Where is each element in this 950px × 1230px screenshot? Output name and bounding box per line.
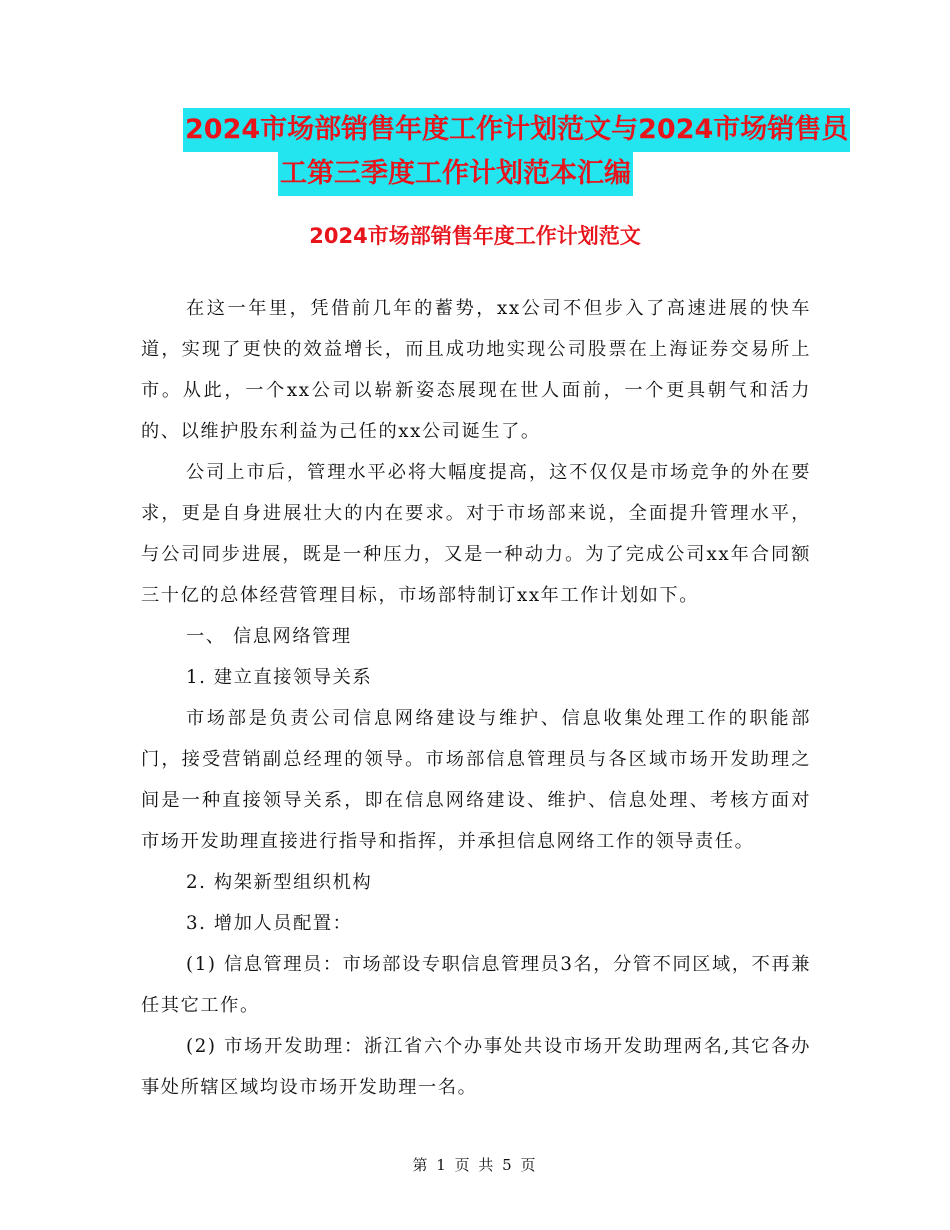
- paragraph: 市场部是负责公司信息网络建设与维护、信息收集处理工作的职能部门，接受营销副总经理的领导。市场部信息管理员与各区域市场开发助理之间是一种直接领导关系，即在信息网络建设、维护、信息处理、考核方面对市场开发助理直接进行指导和指挥，并承担信息网络工作的领导责任。: [141, 708, 811, 852]
- section-heading: 2024市场部销售年度工作计划范文: [309, 224, 641, 248]
- document-body: [141, 288, 811, 1108]
- document-title-line-1: 2024市场部销售年度工作计划范文与2024市场销售员: [183, 108, 850, 152]
- list-item: (1) 信息管理员：市场部设专职信息管理员3名，分管不同区域，不再兼任其它工作。: [141, 954, 811, 1016]
- page-footer: 第 1 页 共 5 页: [412, 1156, 538, 1174]
- section-heading-item: 一、 信息网络管理: [186, 626, 352, 647]
- document-title-line-2: 工第三季度工作计划范本汇编: [278, 152, 633, 196]
- list-item: 1. 建立直接领导关系: [186, 667, 373, 688]
- list-item: 2. 构架新型组织机构: [186, 872, 373, 893]
- list-item: (2) 市场开发助理：浙江省六个办事处共设市场开发助理两名,其它各办事处所辖区域均设市场开发助理一名。: [141, 1036, 811, 1098]
- paragraph: 公司上市后，管理水平必将大幅度提高，这不仅仅是市场竞争的外在要求，更是自身进展壮大的内在要求。对于市场部来说，全面提升管理水平，与公司同步进展，既是一种压力，又是一种动力。为了完成公司xx年合同额三十亿的总体经营管理目标，市场部特制订xx年工作计划如下。: [141, 462, 811, 606]
- list-item: 3. 增加人员配置：: [186, 913, 353, 934]
- paragraph: 在这一年里，凭借前几年的蓄势，xx公司不但步入了高速进展的快车道，实现了更快的效益增长，而且成功地实现公司股票在上海证券交易所上市。从此，一个xx公司以崭新姿态展现在世人面前，一个更具朝气和活力的、以维护股东利益为己任的xx公司诞生了。: [141, 298, 811, 442]
